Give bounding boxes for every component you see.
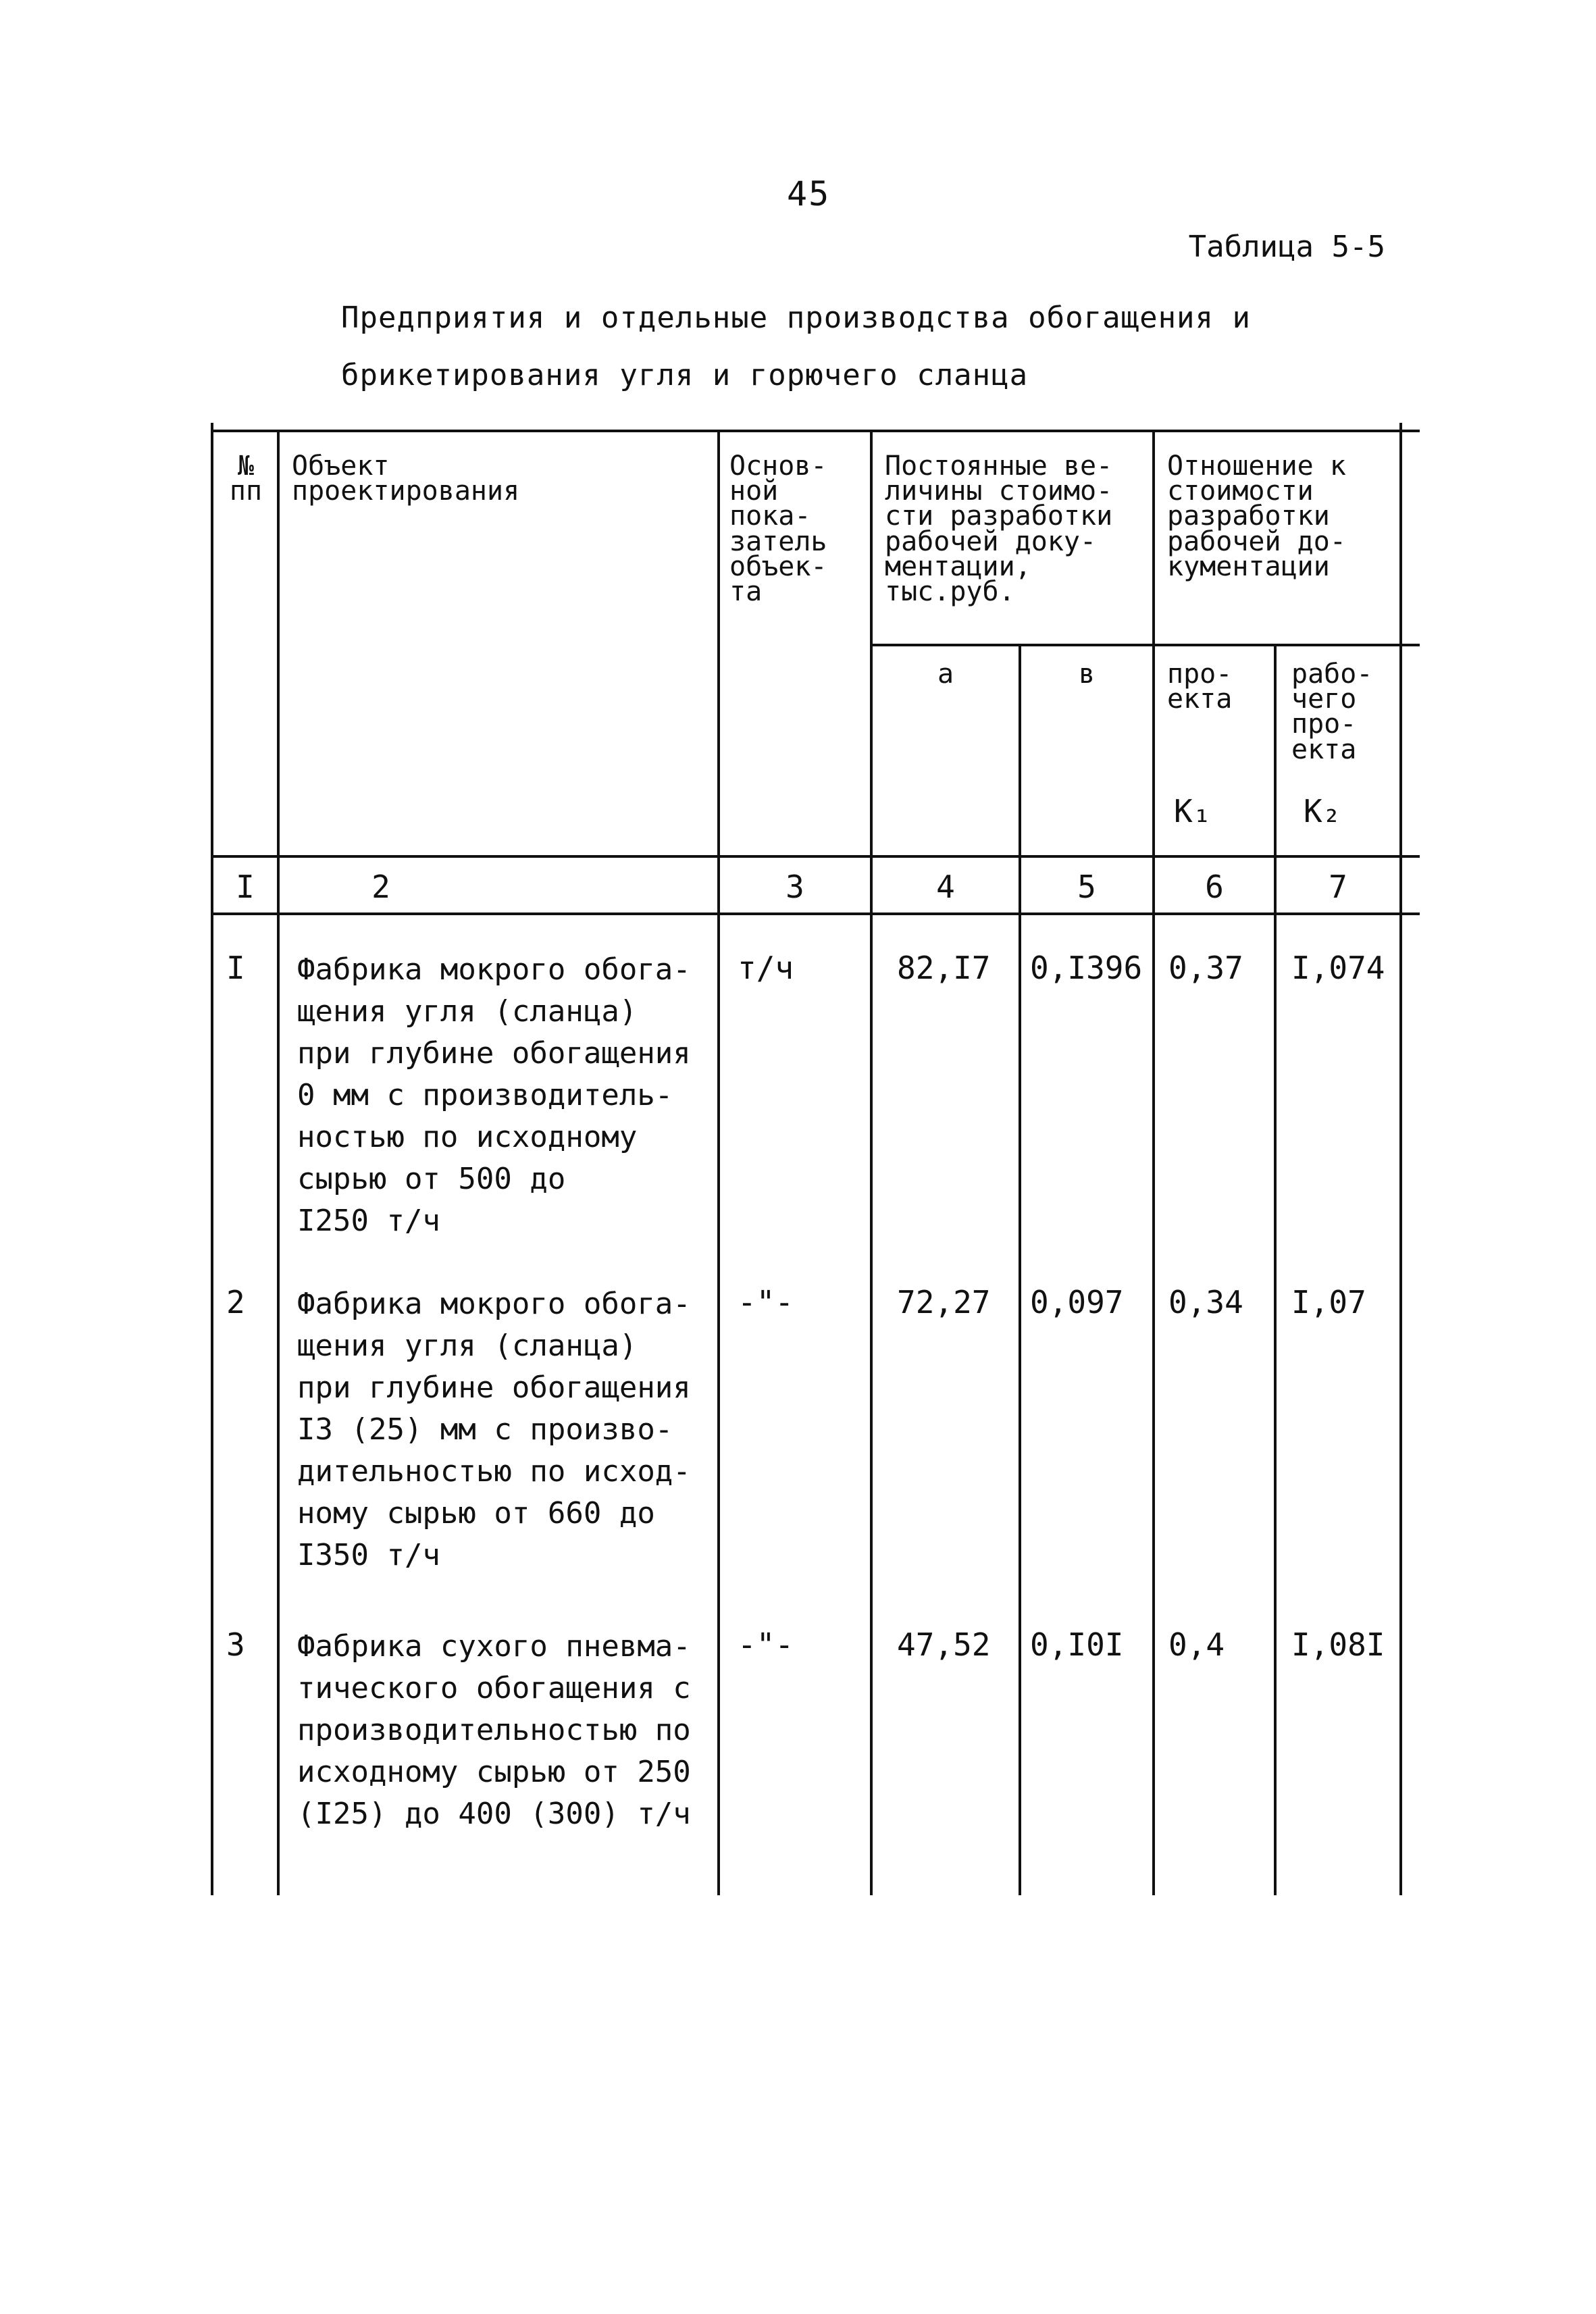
row-3-no: 3 xyxy=(226,1626,245,1663)
row-3-a: 47,52 xyxy=(897,1626,991,1663)
row-1-k2: I,074 xyxy=(1291,950,1385,986)
col-num-3: 3 xyxy=(786,869,804,905)
row-1-k1: 0,37 xyxy=(1168,950,1243,986)
row-2-no: 2 xyxy=(226,1284,245,1320)
col-rule-6 xyxy=(1274,645,1277,1895)
col-num-7: 7 xyxy=(1329,869,1347,905)
row-2-indicator: -"- xyxy=(738,1284,794,1320)
header-no: № пп xyxy=(229,451,263,507)
column-numbers-rule xyxy=(211,912,1420,915)
table-top-rule xyxy=(211,430,1420,432)
col-rule-1 xyxy=(277,430,280,1895)
row-1-a: 82,I7 xyxy=(897,950,991,986)
header-a: а xyxy=(937,659,954,690)
header-constants: Постоянные ве- личины стоимо- сти разработки рабочей доку- ментации, тыс.руб. xyxy=(885,451,1113,607)
header-split-rule xyxy=(871,644,1420,646)
table-title-line-2: брикетирования угля и горючего сланца xyxy=(341,358,1029,392)
header-object: Объект проектирования xyxy=(292,451,520,507)
row-1-object: Фабрика мокрого обога- щения угля (сланца) при глубине обогащения 0 мм с производитель- ностью по исходному сырью от 500 до I250 т/ч xyxy=(297,952,691,1239)
row-3-indicator: -"- xyxy=(738,1626,794,1663)
header-k2: К₂ xyxy=(1304,793,1341,829)
col-num-4: 4 xyxy=(936,869,955,905)
row-2-b: 0,097 xyxy=(1030,1284,1124,1320)
row-2-k1: 0,34 xyxy=(1168,1284,1243,1320)
page-number: 45 xyxy=(787,174,831,213)
row-2-k2: I,07 xyxy=(1291,1284,1366,1320)
row-1-indicator: т/ч xyxy=(738,950,794,986)
row-3-object: Фабрика сухого пневма- тического обогащения с производительностью по исходному сырью от 250 (I25) до 400 (300) т/ч xyxy=(297,1629,691,1832)
header-project: про- екта xyxy=(1167,659,1233,715)
row-3-b: 0,I0I xyxy=(1030,1626,1124,1663)
header-ratio: Отношение к стоимости разработки рабочей до- кументации xyxy=(1167,451,1346,582)
row-3-k1: 0,4 xyxy=(1168,1626,1225,1663)
col-num-1: I xyxy=(236,869,255,905)
header-indicator: Основ- ной пока- затель объек- та xyxy=(729,451,827,607)
row-1-b: 0,I396 xyxy=(1030,950,1143,986)
row-1-no: I xyxy=(226,950,245,986)
row-2-object: Фабрика мокрого обога- щения угля (сланца) при глубине обогащения I3 (25) мм с произво- дительностью по исход- ному сырью от 660 до I350 т/ч xyxy=(297,1287,691,1573)
header-working-project: рабо- чего про- екта xyxy=(1291,659,1373,765)
header-k1: К₁ xyxy=(1174,793,1212,829)
col-rule-5 xyxy=(1152,430,1155,1895)
row-3-k2: I,08I xyxy=(1291,1626,1385,1663)
left-border xyxy=(211,423,213,1895)
col-num-6: 6 xyxy=(1205,869,1224,905)
table-title-line-1: Предприятия и отдельные производства обогащения и xyxy=(341,301,1252,335)
col-num-2: 2 xyxy=(371,869,390,905)
table-label: Таблица 5-5 xyxy=(1188,230,1385,264)
right-border xyxy=(1399,423,1402,1895)
row-2-a: 72,27 xyxy=(897,1284,991,1320)
col-rule-2 xyxy=(717,430,720,1895)
col-num-5: 5 xyxy=(1077,869,1096,905)
header-bottom-rule xyxy=(211,855,1420,858)
col-rule-3 xyxy=(870,430,873,1895)
col-rule-4 xyxy=(1019,645,1021,1895)
header-b: в xyxy=(1078,659,1096,690)
